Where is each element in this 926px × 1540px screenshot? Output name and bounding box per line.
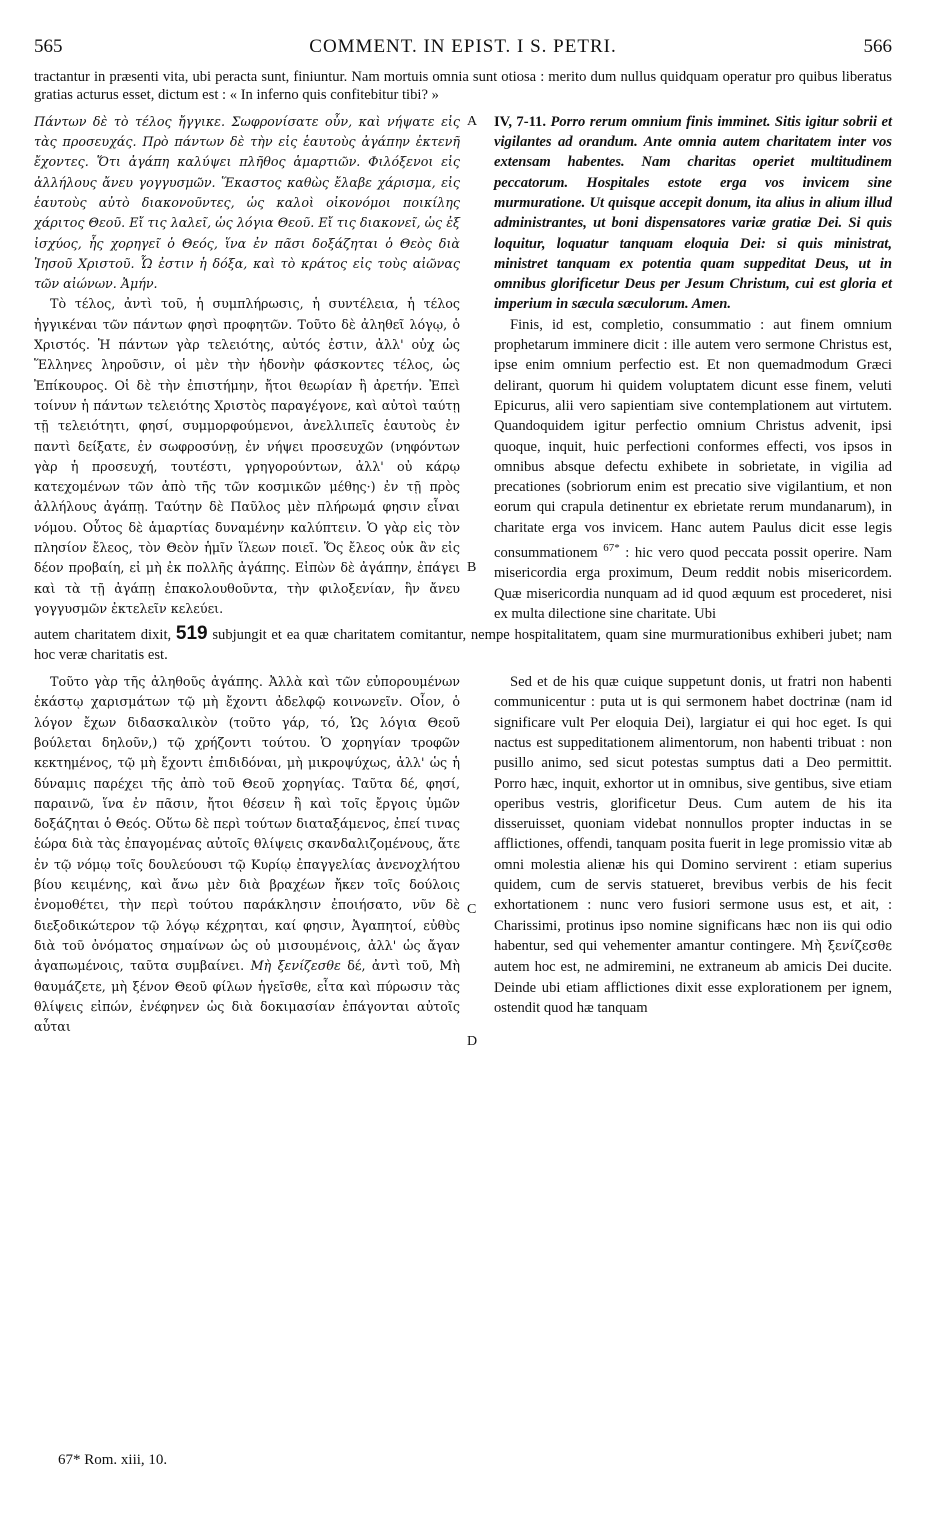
margin-letter-c: C <box>467 901 477 917</box>
latin-paragraph-end: autem hoc est, ne admiremini, ne extraneum ab amicis Dei ducite. Deinde ubi etiam afflictiones dixit esse explorationem per ignem, ostendit quod hæ tanquam <box>494 959 892 1016</box>
footnote: 67* Rom. xiii, 10. <box>58 1452 168 1468</box>
bridge-text <box>34 624 892 665</box>
page-number-left: 565 <box>34 36 63 57</box>
section-two <box>34 672 893 1050</box>
latin-lemma: Porro rerum omnium finis imminet. Sitis igitur sobrii et vigilantes ad orandum. Ante omnia autem charitatem inter vos extensam habentes. Nam charitas operiet multitudinem peccatorum. Hospitales estote erga vos invicem sine murmuratione. Ut quisque accepit donum, ita alius in alium illud administrantes, ut boni dispensatores variæ gratiæ Dei. Si quis loquitur, loquatur tanquam eloquia Dei: si quis ministrat, ministret tanquam ex potentia quam suppeditat Deus, ut in omnibus glorificetur Deus per Jesum Christum, cui est gloria et imperium in sæcula sæculorum. Amen. <box>494 113 892 313</box>
page-number-right: 566 <box>863 36 892 57</box>
latin-greek-word: Μὴ ξενίζεσθε <box>800 938 893 954</box>
margin-letter-b: B <box>467 559 477 575</box>
top-continuation-text: tractantur in præsenti vita, ubi peracta sunt, finiuntur. Nam mortuis omnia sunt otiosa : merito dum nullus quidquam operatur pro quibus liberatus gratias acturus esset, dictum est : « In inferno quis confitebitur tibi? » <box>34 69 892 104</box>
latin-commentary-part-2: : hic vero quod peccata possit operire. Nam misericordia erga proximum, Deum reddit nobis misericordem. Quæ misericordia nunquam ad id quod æquum est procederet, nisi ex multa dilectione sine charitate. Ubi <box>494 544 892 622</box>
verse-reference: IV, 7-11. <box>494 113 547 130</box>
greek-lemma: Πάντων δὲ τὸ τέλος ἤγγικε. Σωφρονίσατε οὖν, καὶ νήψατε εἰς τὰς προσευχάς. Πρὸ πάντων δὲ τὴν εἰς ἑαυτοὺς ἀγάπην ἐκτενῆ ἔχοντες. Ὅτι ἀγάπη καλύψει πλῆθος ἁμαρτιῶν. Φιλόξενοι εἰς ἀλλήλους ἄνευ γογγυσμῶν. Ἕκαστος καθὼς ἔλαβε χάρισμα, εἰς ἑαυτοὺς αὐτὸ διακονοῦντες, ὡς καλοὶ οἰκονόμοι ποικίλης χάριτος Θεοῦ. Εἴ τις λαλεῖ, ὡς λόγια Θεοῦ. Εἴ τις διακονεῖ, ὡς ἐξ ἰσχύος, ἧς χορηγεῖ ὁ Θεός, ἵνα ἐν πᾶσι δοξάζηται ὁ Θεὸς διὰ Ἰησοῦ Χριστοῦ. Ὧ ἐστιν ἡ δόξα, καὶ τὸ κράτος εἰς τοὺς αἰῶνας τῶν αἰώνων. Ἀμήν. <box>34 113 460 292</box>
page <box>34 36 893 1050</box>
greek-column-2 <box>34 672 460 1037</box>
margin-letter-d: D <box>467 1034 478 1050</box>
bridge-before: autem charitatem dixit, <box>34 627 172 644</box>
latin-column <box>494 112 892 624</box>
latin-paragraph: Sed et de his quæ cuique suppetunt donis, ut fratri non habenti communicentur : puta ut is qui sermonem habet doctrinæ (nam id significare vult Per eloquia Dei), largiatur ei qui hoc eget. Is qui nactus est suppeditationem alimentorum, non habenti tribuat : non pusillo animo, sed sicut potestas sumptus dati a Deo permittit. Porro hæc, inquit, exhortor ut in omnibus, sive gentibus, sive etiam operibus vestris, glorificetur Deus. Cum autem de his ita disseruisset, quoniam videbat nonnullos propter inductas in se afflictiones, offendi, tanquam posita fuerit in lege promissio vitæ ab omni molestia alienæ his qui Domino servirent : etiam superius quidem, cum de servis statueret, brevibus verbis de his fecit exhortationem : nunc vero fusiori sermone usus est, et ait, : Charissimi, protinus ipso nomine significans hæc non iis qui odio habentur, sed qui vehementer amantur contingere. <box>494 674 892 954</box>
column-number: 519 <box>175 623 208 645</box>
latin-column-2 <box>494 672 892 1037</box>
greek-paragraph: Τοῦτο γὰρ τῆς ἀληθοῦς ἀγάπης. Ἀλλὰ καὶ τῶν εὐπορουμένων ἑκάστῳ χαρισμάτων τῷ μὴ ἔχοντι ἀδελφῷ κοινωνεῖν. Οἷον, ὁ λόγον ἔχων διδασκαλικὸν (τοῦτο γάρ, τό, Ὡς λόγια Θεοῦ βούλεται δηλοῦν,) τῷ χρήζοντι τούτου. Ὁ χορηγίαν τροφῶν κεκτημένος, τῷ μὴ ἔχοντι ἐπιδιδόναι, μὴ μικροψύχως, ἀλλ' ὡς ἡ δύναμις παρέχει τῆς ἀπὸ τοῦ Θεοῦ χορηγίας. Ταῦτα δέ, φησί, παραινῶ, ἵνα ἐν πᾶσιν, ἤτοι θέσειν ἢ καὶ τοῖς ἔργοις ὑμῶν δοξάζηται ὁ Θεός. Οὕτω δὲ περὶ τούτων διαταξάμενος, ἐπεί τινας ἑώρα διὰ τὰς ἐπαγομένας αὐτοῖς θλίψεις σκανδαλιζομένους, ἅτε ἐν τῷ νόμῳ τοῖς δουλεύουσι τῷ Κυρίῳ ἐπαγγελίας ἀνενοχλήτου βίου κειμένης, καὶ ἄνω μὲν διὰ βραχέων ἤκεν τοῖς δούλοις ἐνομοθέτει, τὴν περὶ τούτου παράκλησιν ἐποιήσατο, νῦν δὲ διεξοδικώτερον τῷ λόγῳ κέχρηται, καί φησιν, Ἀγαπητοί, εὐθὺς διὰ τοῦ ὀνόματος σημαίνων ὡς οὐ μισουμένοις, ἀλλ' ὡς ἄγαν ἀγαπωμένοις, ταῦτα συμβαίνει. <box>34 674 460 974</box>
greek-text-2 <box>34 672 460 1037</box>
latin-lemma-paragraph <box>494 112 892 315</box>
page-header <box>34 36 892 66</box>
latin-commentary-part-1: Finis, id est, completio, consummatio : aut finem omnium prophetarum imminere dicit : ille autem vero sermone Christus est, ipse enim omnium perfectio est. Et non quemadmodum Græci delirant, quorum hi quidem voluptatem dicunt esse finem, veluti Epicurus, alii vero sapientiam sive contemplationem aut virtutem. Quandoquidem igitur perfectio omnium Christus advenit, ipsi quoque, inquit, huic perfectioni conformes effecti, vos ipsos in omnibus absque defectu exhibete in sobrietate, in vigilia ad precationes (sobriorum enim est precatio sive vigilantium, et non eorum qui crapula detinentur ex ebrietate rerum mundanarum), in charitate erga vos invicem. Hanc autem Paulus dicit esse legis consummationem <box>494 316 892 561</box>
greek-column <box>34 112 460 624</box>
greek-commentary: Τὸ τέλος, ἀντὶ τοῦ, ἡ συμπλήρωσις, ἡ συντέλεια, ἡ τέλος ἠγγικέναι τῶν πάντων φησὶ προφητῶν. Τοῦτο δὲ ἀληθεῖ λόγῳ, ὁ Χριστός. Ἡ πάντων γὰρ τελειότης, αὐτός ἐστιν, ἀλλ' οὐχ ὡς Ἕλληνες ληροῦσιν, οἱ μὲν τὴν ἡδονὴν φάσκοντες τέλος, ὡς Ἐπίκουρος. Οἱ δὲ τὴν ἐπιστήμην, ἤτοι θεωρίαν ἢ ἀρετήν. Ἐπεὶ τοίνυν ἡ πάντων τελειότης Χριστὸς παραγέγονε, καὶ αὐτοὶ ταύτῃ τῇ τελειότητι, φησί, συμμορφούμενοι, ἀνελλιπεῖς ἑαυτοὺς ἐν παντὶ δείξατε, ἐν σωφροσύνῃ, ἐν νήψει προσευχῶν (νηφόντων γὰρ ἡ προσευχή, τουτέστι, γρηγορούντων, ἀλλ' οὐ κάρῳ κατεχομένων τῶν ἀπὸ τῆς τῶν κοσμικῶν μέθης·) ἐν τῇ πρὸς ἀλλήλους ἀγάπῃ. Ταύτην δὲ Παῦλος μὲν πλήρωμά φησιν εἶναι νόμου. Οὗτος δὲ ἁμαρτίας δυναμένην καλύπτειν. Ὁ γὰρ εἰς τὸν πλησίον ἔλεος, τὸν Θεὸν ἡμῖν ἵλεων ποιεῖ. Ὅς ἔλεος οὐκ ἂν εἰς δέον προβαίη, εἰ μὴ ἐκ πολλῆς ἀγάπης. Εἰπὼν δὲ ἀγάπην, ἐπάγει καὶ τὰ τῇ ἀγάπῃ ἐπακολουθοῦντα, τὴν φιλοξενίαν, ἣν ἄνευ γογγυσμῶν ἐκτελεῖν κελεύει. <box>34 296 460 616</box>
greek-paragraph-end: δέ, ἀντὶ τοῦ, Μὴ θαυμάζετε, μὴ ξένον Θεοῦ φίλων ἡγεῖσθε, εἶτα καὶ πύρωσιν τὰς θλίψεις εἰπών, ἐνέφηνεν ὡς διὰ δοκιμασίαν ἐπάγονται αὐτοῖς αὗται <box>34 958 460 1035</box>
latin-text-2 <box>494 672 892 1018</box>
margin-letter-a: A <box>467 113 478 129</box>
running-title: COMMENT. IN EPIST. I S. PETRI. <box>309 36 617 57</box>
latin-commentary <box>494 315 892 624</box>
greek-lemma-word: Μὴ ξενίζεσθε <box>250 958 341 974</box>
bridge-after: subjungit et ea quæ charitatem comitantur, nempe hospitalitatem, quam sine murmurationibus exhiberi jubet; nam hoc veræ charitatis est. <box>34 627 892 664</box>
footnote-marker: 67* <box>603 542 620 555</box>
